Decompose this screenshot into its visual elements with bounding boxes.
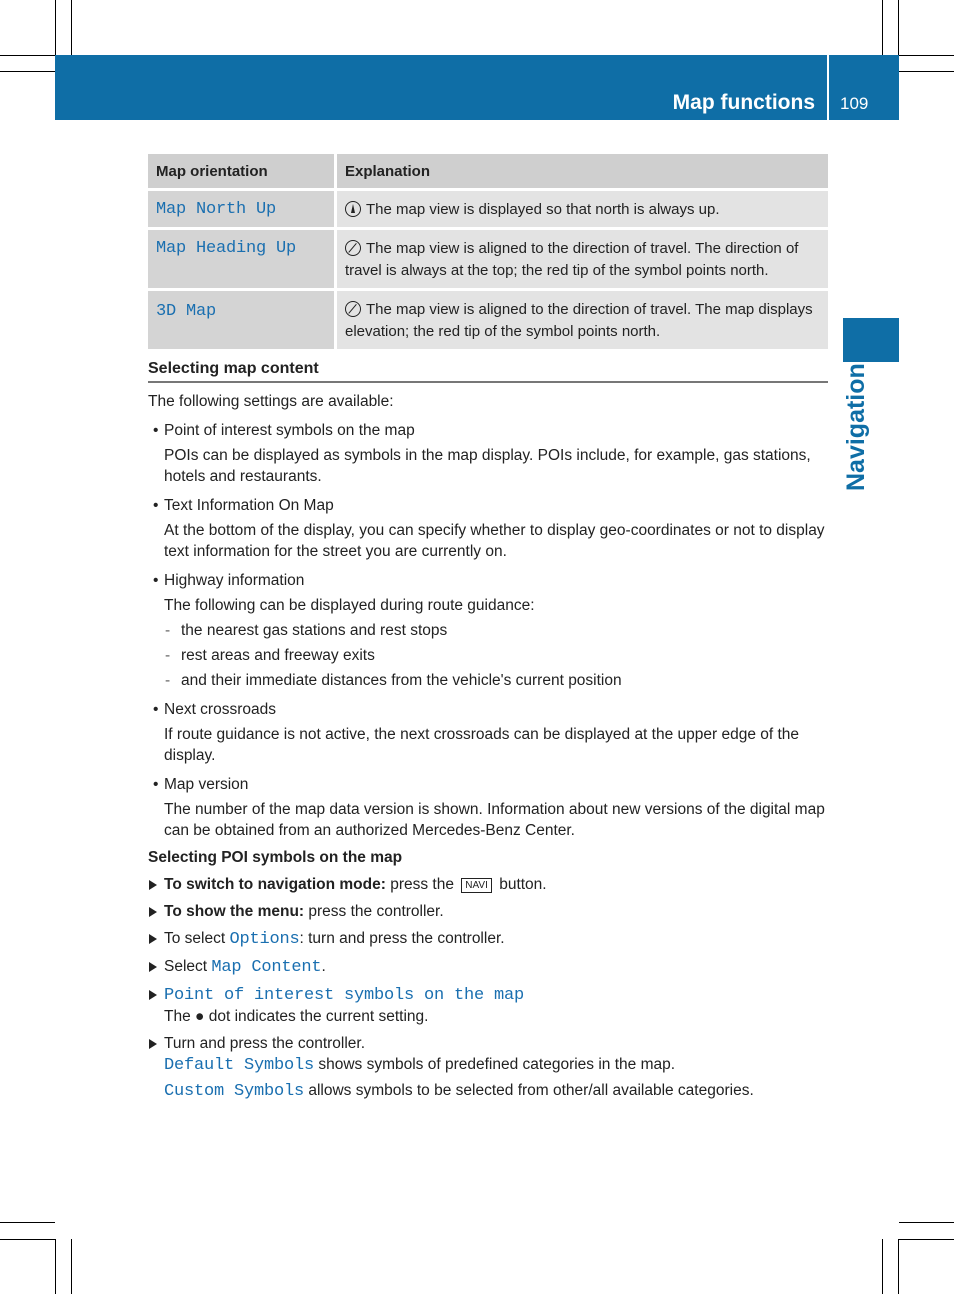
option-text: shows symbols of predefined categories in the map. (318, 1056, 676, 1073)
crop-mark (899, 1222, 954, 1223)
list-item: • Map version (148, 774, 830, 795)
option-description (148, 1080, 830, 1102)
orientation-option: 3D Map (148, 290, 336, 350)
section-title: Map functions (672, 91, 815, 114)
page-number: 109 (840, 94, 869, 113)
crop-mark (55, 0, 56, 55)
step-text: To select (164, 930, 226, 947)
north-up-icon (345, 201, 361, 217)
subsection-heading: Selecting POI symbols on the map (148, 849, 403, 866)
instruction-step (148, 928, 830, 950)
compass-icon (345, 301, 361, 317)
intro-text: The following settings are available: (148, 393, 394, 410)
section-heading: Selecting map content (148, 360, 319, 377)
divider (148, 381, 828, 383)
menu-item-options: Options (229, 930, 300, 949)
explanation-text: The map view is displayed so that north is always up. (366, 201, 720, 218)
crop-mark (882, 0, 883, 55)
option-text: allows symbols to be selected from other/all available categories. (308, 1082, 754, 1099)
step-text: Turn and press the controller. (164, 1035, 366, 1052)
list-item: • Highway information (148, 570, 830, 591)
instruction-step (148, 874, 830, 895)
explanation-cell (336, 190, 829, 229)
menu-item-poi-symbols: Point of interest symbols on the map (164, 986, 525, 1005)
list-item-description: If route guidance is not active, the next crossroads can be displayed at the upper edge of the display. (164, 726, 800, 764)
explanation-text: The map view is aligned to the direction of travel. The map displays elevation; the red tip of the symbol points north. (345, 301, 813, 340)
orientation-option: Map North Up (148, 190, 336, 229)
column-header: Explanation (336, 154, 829, 190)
step-text: : turn and press the controller. (299, 930, 505, 947)
map-orientation-table (148, 154, 828, 349)
step-label: To switch to navigation mode: (164, 876, 386, 893)
crop-mark (899, 55, 954, 56)
step-note (148, 1006, 830, 1027)
side-tab (843, 318, 899, 362)
menu-item-map-content: Map Content (211, 958, 322, 977)
sub-list-item: - the nearest gas stations and rest stops (148, 620, 830, 641)
side-tab-text: Navigation (842, 363, 870, 491)
list-item-description: The following can be displayed during route guidance: (164, 597, 535, 614)
explanation-text: The map view is aligned to the direction of travel. The direction of travel is always at the top; the red tip of the symbol points north. (345, 240, 799, 279)
option-description (148, 1054, 830, 1076)
step-text: press the (390, 876, 454, 893)
crop-mark (0, 1239, 55, 1240)
orientation-option: Map Heading Up (148, 229, 336, 290)
sub-list-item: - rest areas and freeway exits (148, 645, 830, 666)
step-text: Select (164, 958, 208, 975)
step-label: To show the menu: (164, 903, 305, 920)
explanation-cell (336, 229, 829, 290)
menu-item-custom-symbols: Custom Symbols (164, 1082, 305, 1101)
instruction-step (148, 984, 830, 1006)
crop-mark (898, 1239, 899, 1294)
crop-mark (55, 1239, 56, 1294)
crop-mark (882, 1239, 883, 1294)
side-tab-label (836, 363, 876, 493)
table-row (148, 229, 828, 290)
table-header-row (148, 154, 828, 190)
list-item-description: The number of the map data version is shown. Information about new versions of the digital map can be obtained from an authorized Mercedes-Benz Center. (164, 801, 825, 839)
page-header (55, 55, 899, 120)
sub-list-item: - and their immediate distances from the vehicle's current position (148, 670, 830, 691)
table-row (148, 190, 828, 229)
list-item: • Next crossroads (148, 699, 830, 720)
column-header: Map orientation (148, 154, 336, 190)
crop-mark (899, 1239, 954, 1240)
table-row (148, 290, 828, 350)
step-text: . (321, 958, 326, 975)
list-item: • Point of interest symbols on the map (148, 420, 830, 441)
radio-dot-icon: ● (195, 1008, 205, 1025)
main-content (148, 391, 830, 1102)
crop-mark (71, 0, 72, 55)
menu-item-default-symbols: Default Symbols (164, 1056, 315, 1075)
instruction-step (148, 901, 830, 922)
crop-mark (0, 55, 55, 56)
step-text: The (164, 1008, 191, 1025)
compass-icon (345, 240, 361, 256)
list-item-description: At the bottom of the display, you can specify whether to display geo-coordinates or not to display text information for the street you are currently on. (164, 522, 825, 560)
navi-key-icon: NAVI (461, 878, 492, 893)
step-text: press the controller. (308, 903, 444, 920)
crop-mark (71, 1239, 72, 1294)
crop-mark (899, 71, 954, 72)
crop-mark (898, 0, 899, 55)
step-text: button. (499, 876, 547, 893)
instruction-step (148, 1033, 830, 1054)
step-text: dot indicates the current setting. (208, 1008, 429, 1025)
explanation-cell (336, 290, 829, 350)
header-divider (827, 55, 829, 120)
instruction-step (148, 956, 830, 978)
list-item-description: POIs can be displayed as symbols in the map display. POIs include, for example, gas stations, hotels and restaurants. (164, 447, 811, 485)
list-item: • Text Information On Map (148, 495, 830, 516)
crop-mark (0, 1222, 55, 1223)
crop-mark (0, 71, 55, 72)
